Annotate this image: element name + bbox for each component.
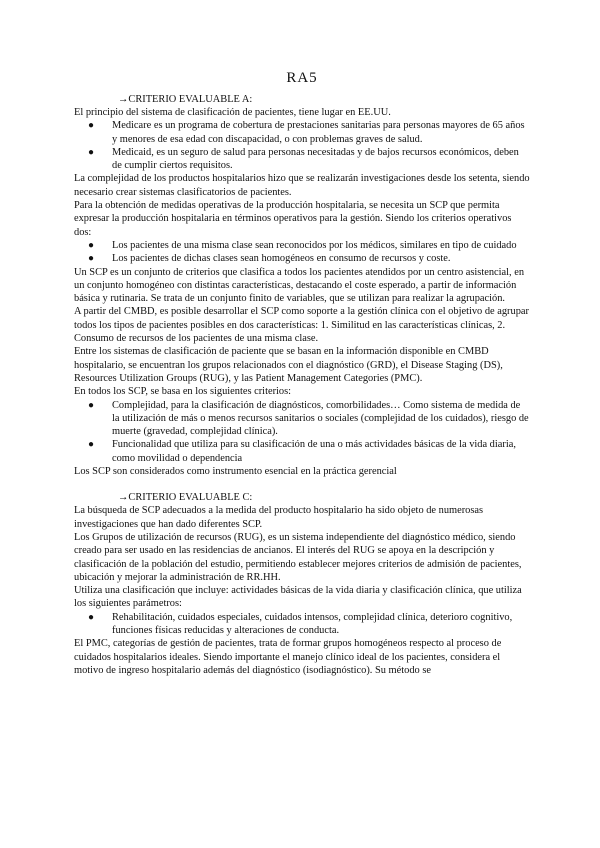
bullet-icon: ● [88,399,95,411]
section-c-heading: →CRITERIO EVALUABLE C: [118,492,253,504]
bullet-list [74,239,530,266]
list-item: ● Complejidad, para la clasificación de diagnósticos, comorbilidades… Como sistema de medida de la utilización de más o menos recursos sanitarios o sociales (complejidad de los cuidados), riesgo de muerte (gravedad, complejidad clínica). [88,399,529,438]
bullet-icon: ● [88,253,95,265]
bullet-icon: ● [88,120,95,132]
list-item: ● Medicaid, es un seguro de salud para personas necesitadas y de bajos recursos económicos, deben de cumplir ciertos requisitos. [88,146,519,172]
section-spacer [74,478,530,491]
paragraph: Utiliza una clasificación que incluye: actividades básicas de la vida diaria y clasificación clínica, que utiliza los siguientes parámetros: [74,585,522,610]
paragraph: Los Grupos de utilización de recursos (RUG), es un sistema independiente del diagnóstico médico, siendo creado para ser usado en las residencias de ancianos. El interés del RUG se apoya en la descripción y clasificación de la población del estudio, permitiendo establecer mejores criterios de admisión de pacientes, ubicación y mejorar la administración de RR.HH. [74,531,522,583]
paragraph: La complejidad de los productos hospitalarios hizo que se realizarán investigaciones desde los setenta, siendo necesario crear sistemas clasificatorios de pacientes. [74,173,530,198]
paragraph: Para la obtención de medidas operativas de la producción hospitalaria, se necesita un SCP que permita expresar la producción hospitalaria en términos operativos para la gestión. Siendo los criterios operativos dos: [74,200,512,238]
paragraph: Los SCP son considerados como instrumento esencial en la práctica gerencial [74,466,397,478]
list-item: ● Los pacientes de dichas clases sean homogéneos en consumo de recursos y coste. [88,253,451,265]
section-a-heading: →CRITERIO EVALUABLE A: [118,94,253,105]
document-title: RA5 [286,70,318,86]
paragraph: El principio del sistema de clasificación de pacientes, tiene lugar en EE.UU. [74,107,391,118]
bullet-list [74,611,530,638]
paragraph: El PMC, categorías de gestión de pacientes, trata de formar grupos homogéneos respecto al proceso de cuidados hospitalarios ideales. Siendo importante el manejo clínico ideal de los pacientes, considera el motivo de ingreso hospitalario además del diagnóstico (isodiagnóstico). Su método se [74,638,502,676]
paragraph: Entre los sistemas de clasificación de paciente que se basan en la información disponible en CMBD hospitalario, se encuentran los grupos relacionados con el diagnóstico (GRD), el Disease Staging (DS), Resources Utilization Groups (RUG), y las Patient Management Categories (PMC). [74,346,503,384]
list-item: ● Los pacientes de una misma clase sean reconocidos por los médicos, similares en tipo de cuidado [88,239,517,251]
document-page [74,70,530,677]
list-item: ● Medicare es un programa de cobertura de prestaciones sanitarias para personas mayores de 65 años y menores de esa edad con discapacidad, o con problemas graves de salud. [88,120,525,145]
list-item: ● Funcionalidad que utiliza para su clasificación de una o más actividades básicas de la vida diaria, como movilidad o dependencia [88,439,516,464]
bullet-icon: ● [88,439,95,451]
paragraph: Un SCP es un conjunto de criterios que clasifica a todos los pacientes atendidos por un centro asistencial, en un conjunto homogéneo con distintas características, destacando el coste esperado, a partir de información básica y rutinaria. Se trata de un conjunto finito de variables, que se utilizan para realizar la agrupación. [74,266,525,305]
paragraph: A partir del CMBD, es posible desarrollar el SCP como soporte a la gestión clínica con el objetivo de agrupar todos los tipos de pacientes posibles en dos características: 1. Similitud en las características clínicas, 2. Consumo de recursos de los pacientes de una misma clase. [74,306,529,345]
bullet-icon: ● [88,611,95,623]
bullet-icon: ● [88,146,95,158]
bullet-icon: ● [88,239,95,251]
list-item: ● Rehabilitación, cuidados especiales, cuidados intensos, complejidad clínica, deterioro cognitivo, funciones físicas reducidas y alteraciones de conducta. [88,611,513,636]
bullet-list [74,399,530,465]
paragraph: En todos los SCP, se basa en los siguientes criterios: [74,386,292,398]
bullet-list [74,119,530,172]
paragraph: La búsqueda de SCP adecuados a la medida del producto hospitalario ha sido objeto de numerosas investigaciones que han dado diferentes SCP. [74,505,484,530]
